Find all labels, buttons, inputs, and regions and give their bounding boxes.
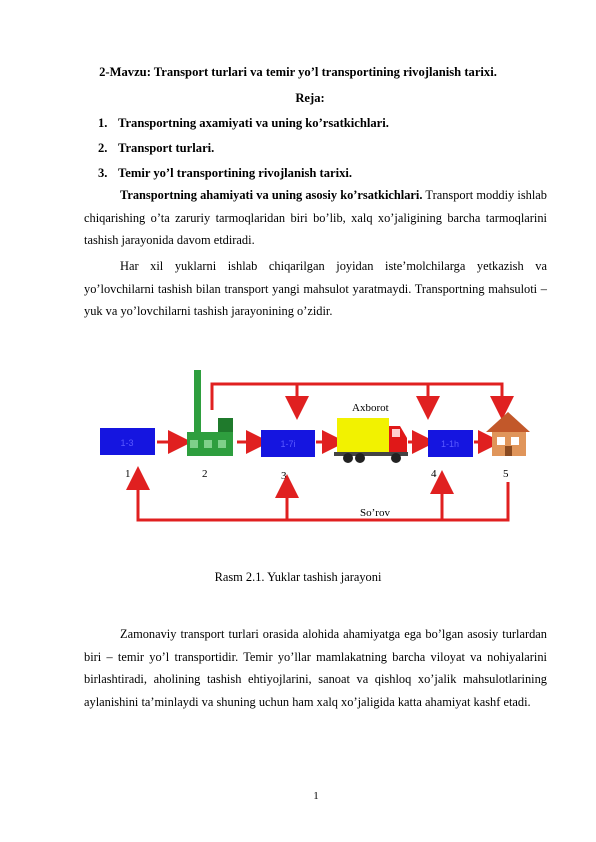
paragraph-product: [84, 255, 547, 323]
node-number: 3: [281, 470, 287, 482]
plan-item-text: Transportning axamiyati va uning ko’rsatkichlari.: [118, 116, 389, 130]
plan-item-number: 1.: [98, 116, 108, 130]
information-label: Axborot: [352, 402, 389, 414]
paragraph-importance: [84, 184, 547, 252]
plan-list: [98, 115, 389, 190]
plan-item-number: 2.: [98, 141, 108, 155]
request-flow-arrow: [138, 478, 508, 520]
figure-caption: Rasm 2.1. Yuklar tashish jarayoni: [214, 570, 382, 584]
plan-item: [98, 140, 389, 165]
paragraph-railway: [84, 623, 547, 713]
paragraph-text: Zamonaviy transport turlari orasida alohida ahamiyatga ega bo’lgan asosiy turlardan biri – temir yo’l transportidir. Temir yo’llar mamlakatning barcha viloyat va nohiyalarini birlashtiradi, aholining tashish ehtiyojlarini, sanoat va qishloq xo’jalik mahsulotlarining aylanishini ta’minlaydi va shuning uchun ham xalq xo’jaligida katta ahamiyat kashf etadi.: [84, 627, 547, 709]
plan-heading: Reja:: [295, 91, 325, 105]
truck-icon: [334, 418, 408, 463]
plan-item: [98, 115, 389, 140]
plan-item-text: Transport turlari.: [118, 141, 215, 155]
paragraph-text: Har xil yuklarni ishlab chiqarilgan joyidan iste’molchilarga yetkazish va yo’lovchilarni tashish bilan transport yangi mahsulot yaratmaydi. Transportning mahsuloti –yuk va yo’lovchilarni tashish jarayonining o’zidir.: [84, 259, 547, 318]
node-number: 4: [431, 468, 437, 480]
paragraph-text: Transport moddiy ishlab chiqarishing o’ta zaruriy tarmoqlaridan biri bo’lib, xalq xo’jaligining barcha tarmoqlarini tashish jarayonida davom etdiradi.: [84, 188, 548, 247]
plan-item-text: Temir yo’l transportining rivojlanish tarixi.: [118, 166, 353, 180]
house-icon: [486, 412, 530, 456]
node-number: 2: [202, 468, 208, 480]
node-number: 1: [125, 468, 131, 480]
distribution-box-label: 1-1h: [440, 439, 460, 449]
warehouse-box-label: 1-7i: [280, 439, 296, 449]
paragraph-heading: Transportning ahamiyati va uning asosiy ko’rsatkichlari.: [120, 188, 423, 202]
supplier-box-label: 1-3: [120, 438, 134, 448]
request-label: So’rov: [360, 507, 390, 519]
transport-process-diagram: [90, 360, 550, 560]
node-number: 5: [503, 468, 509, 480]
topic-title: 2-Mavzu: Transport turlari va temir yo’l transportining rivojlanish tarixi.: [99, 65, 497, 79]
plan-item-number: 3.: [98, 166, 108, 180]
page-number: 1: [313, 790, 319, 802]
